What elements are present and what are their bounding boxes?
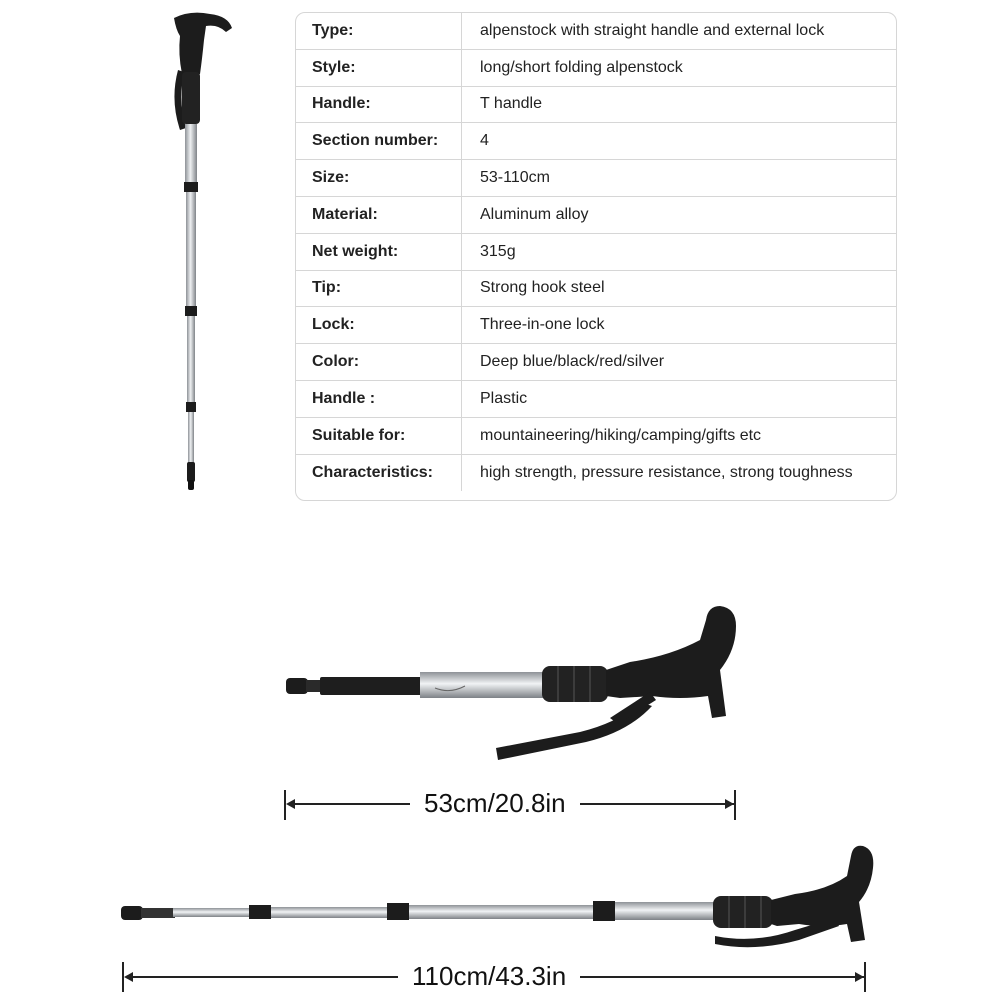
spec-row-suitable-for <box>296 418 896 455</box>
spec-label: Handle : <box>296 381 462 417</box>
long-pole-image <box>115 840 885 950</box>
spec-value: 315g <box>480 242 516 260</box>
arrow-right-icon <box>725 799 734 809</box>
spec-label: Type: <box>296 13 462 49</box>
spec-row-characteristics <box>296 455 896 492</box>
vertical-pole-image <box>160 10 240 495</box>
spec-row-net-weight <box>296 234 896 271</box>
spec-value: alpenstock with straight handle and external lock <box>480 21 825 39</box>
spec-label: Suitable for: <box>296 418 462 454</box>
spec-label: Material: <box>296 197 462 233</box>
spec-value: long/short folding alpenstock <box>480 58 683 76</box>
spec-label: Section number: <box>296 123 462 159</box>
spec-row-material <box>296 197 896 234</box>
spec-value: Deep blue/black/red/silver <box>480 353 665 371</box>
spec-value: mountaineering/hiking/camping/gifts etc <box>480 426 762 444</box>
short-length-label: 53cm/20.8in <box>410 788 580 819</box>
spec-row-handle <box>296 87 896 124</box>
spec-table <box>295 12 897 501</box>
spec-value: Strong hook steel <box>480 279 605 297</box>
spec-row-handle-material <box>296 381 896 418</box>
short-pole-image <box>280 600 750 770</box>
dim-tick-right <box>734 790 736 820</box>
spec-value: high strength, pressure resistance, strong toughness <box>480 463 853 481</box>
arrow-right-icon <box>855 972 864 982</box>
spec-label: Characteristics: <box>296 455 462 492</box>
spec-value: 4 <box>480 132 489 150</box>
spec-value: Plastic <box>480 389 528 407</box>
spec-label: Lock: <box>296 307 462 343</box>
spec-label: Net weight: <box>296 234 462 270</box>
spec-label: Color: <box>296 344 462 380</box>
spec-row-tip <box>296 271 896 308</box>
spec-value: T handle <box>480 95 542 113</box>
spec-value: 53-110cm <box>480 169 550 187</box>
spec-row-section-number <box>296 123 896 160</box>
dim-tick-right <box>864 962 866 992</box>
long-length-label: 110cm/43.3in <box>398 961 580 992</box>
spec-label: Handle: <box>296 87 462 123</box>
spec-row-lock <box>296 307 896 344</box>
spec-label: Style: <box>296 50 462 86</box>
spec-row-type <box>296 13 896 50</box>
spec-label: Size: <box>296 160 462 196</box>
spec-row-size <box>296 160 896 197</box>
spec-row-style <box>296 50 896 87</box>
spec-label: Tip: <box>296 271 462 307</box>
spec-value: Aluminum alloy <box>480 205 589 223</box>
spec-value: Three-in-one lock <box>480 316 605 334</box>
spec-row-color <box>296 344 896 381</box>
